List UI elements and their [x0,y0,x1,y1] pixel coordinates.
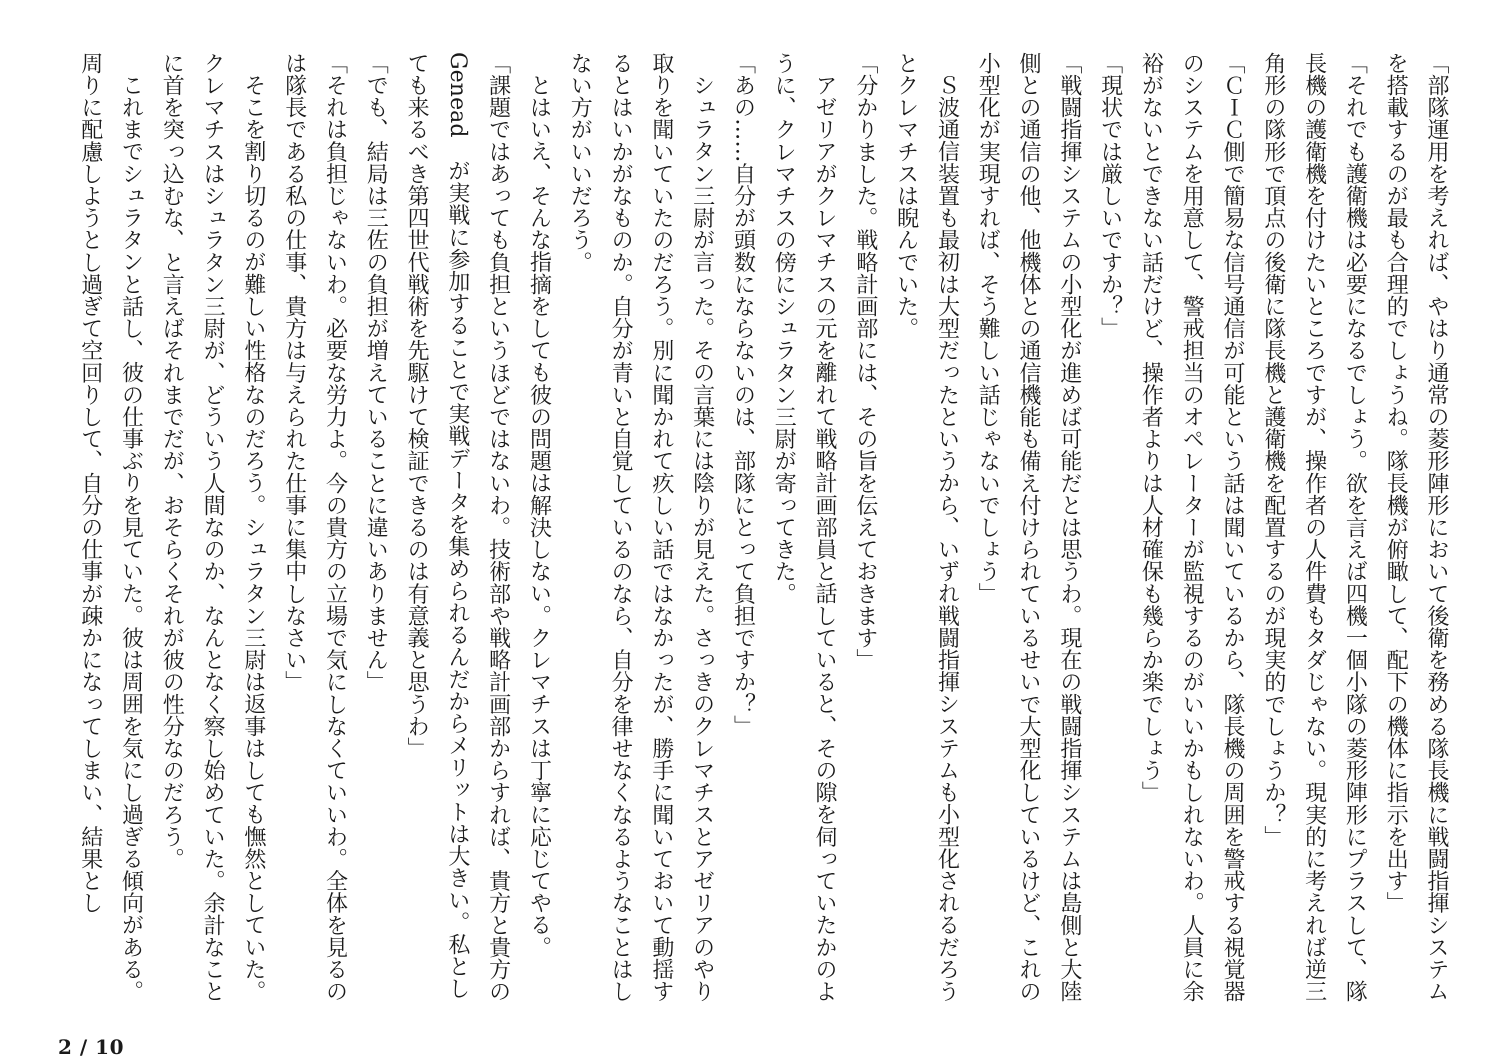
paragraph: 「部隊運用を考えれば、やはり通常の菱形陣形において後衛を務める隊長機に戦闘指揮システムを搭載するのが最も合理的でしょうね。隊長機が俯瞰して、配下の機体に指示を出す」 [1383,52,1449,1003]
paragraph: 「課題ではあっても負担というほどではないわ。技術部や戦略計画部からすれば、貴方と貴方の Genead が実戦に参加することで実戦データを集められるんだからメリットは大きい。私としても来るべき第四世代戦術を先駆けて検証できるのは有意義と思うわ」 [404,52,511,1025]
paragraph: これまでシュラタンと話し、彼の仕事ぶりを見ていた。彼は周囲を気にし過ぎる傾向がある。周りに配慮しようとし過ぎて空回りして、自分の仕事が疎かになってしまい、結果とし [77,52,144,1003]
paragraph: アゼリアがクレマチスの元を離れて戦略計画部員と話していると、その隙を伺っていたかのように、クレマチスの傍にシュラタン三尉が寄ってきた。 [771,52,838,1003]
paragraph: Ｓ波通信装置も最初は大型だったというから、いずれ戦闘指揮システムも小型化されるだろうとクレマチスは睨んでいた。 [893,52,960,1003]
page-number: 2 / 10 [58,1035,124,1059]
paragraph: 「それは負担じゃないわ。必要な労力よ。今の貴方の立場で気にしなくていいわ。全体を見るのは隊長である私の仕事、貴方は与えられた仕事に集中しなさい」 [281,52,348,1003]
paragraph: 「現状では厳しいですか？」 [1097,52,1123,340]
paragraph: 「分かりました。戦略計画部には、その旨を伝えておきます」 [852,52,878,671]
vertical-text-body [36,52,1456,1025]
paragraph: 「あの……自分が頭数にならないのは、部隊にとって負担ですか？」 [730,52,756,738]
paragraph: シュラタン三尉が言った。その言葉には陰りが見えた。さっきのクレマチスとアゼリアのやり取りを聞いていたのだろう。別に聞かれて疚しい話ではなかったが、勝手に聞いておいて動揺するとはいかがなものか。自分が青いと自覚しているのなら、自分を律せなくなるようなことはしない方がいいだろう。 [567,52,715,1003]
paragraph: 「ＣＩＣ側で簡易な信号通信が可能という話は聞いているから、隊長機の周囲を警戒する視覚器のシステムを用意して、警戒担当のオペレーターが監視するのがいいかもしれないわ。人員に余裕がないとできない話だけど、操作者よりは人材確保も幾らか楽でしょう」 [1138,52,1246,1003]
paragraph: 「でも、結局は三佐の負担が増えていることに違いありません」 [363,52,389,693]
paragraph: そこを割り切るのが難しい性格なのだろう。シュラタン三尉は返事はしても憮然としていた。クレマチスはシュラタン三尉が、どういう人間なのか、なんとなく察し始めていた。余計なことに首を突っ込むな、と言えばそれまでだが、おそらくそれが彼の性分なのだろう。 [159,52,266,1003]
paragraph: 「戦闘指揮システムの小型化が進めば可能だとは思うわ。現在の戦闘指揮システムは島側と大陸側との通信の他、他機体との通信機能も備え付けられているせいで大型化しているけど、これの小型化が実現すれば、そう難しい話じゃないでしょう」 [975,52,1082,1003]
paragraph: 「それでも護衛機は必要になるでしょう。欲を言えば四機一個小隊の菱形陣形にプラスして、隊長機の護衛機を付けたいところですが、操作者の人件費もタダじゃない。現実的に考えれば逆三角形の隊形で頂点の後衛に隊長機と護衛機を配置するのが現実的でしょうか？」 [1260,52,1368,1003]
paragraph: とはいえ、そんな指摘をしても彼の問題は解決しない。クレマチスは丁寧に応じてやる。 [526,74,552,958]
